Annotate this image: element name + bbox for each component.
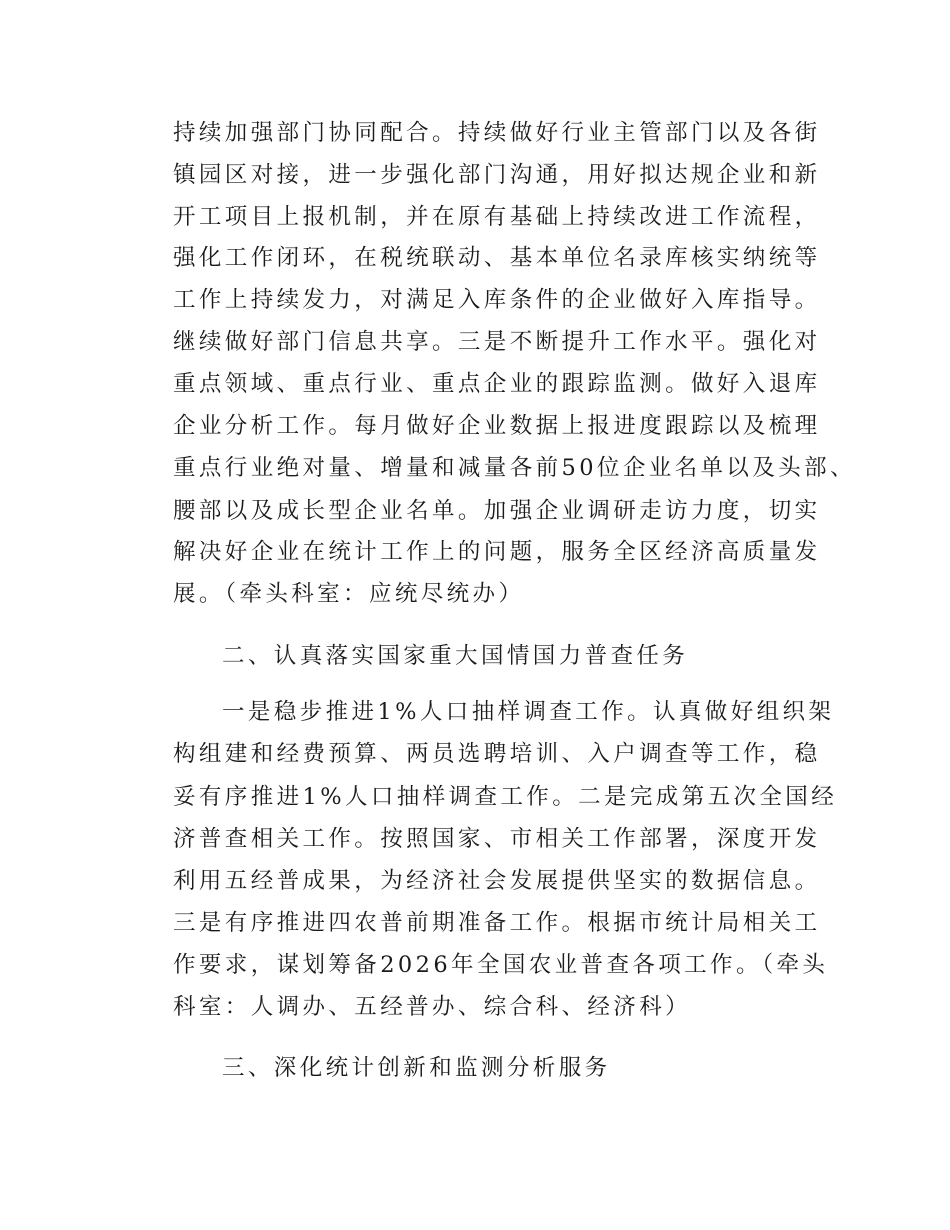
paragraph-line: 一是稳步推进1%人口抽样调查工作。认真做好组织架 [222,699,835,725]
paragraph-line: 济普查相关工作。按照国家、市相关工作部署，深度开发 [173,826,821,852]
paragraph-line: 利用五经普成果，为经济社会发展提供坚实的数据信息。 [173,868,821,894]
paragraph-line: 强化工作闭环，在税统联动、基本单位名录库核实纳统等 [173,245,821,271]
paragraph-line: 重点行业绝对量、增量和减量各前50位企业名单以及头部、 [173,455,856,481]
paragraph-line: 三是有序推进四农普前期准备工作。根据市统计局相关工 [173,910,821,936]
section-heading-2: 二、认真落实国家重大国情国力普查任务 [222,643,689,669]
paragraph-line: 持续加强部门协同配合。持续做好行业主管部门以及各街 [173,120,821,146]
paragraph-line: 展。（牵头科室：应统尽统办） [173,581,525,607]
paragraph-line: 继续做好部门信息共享。三是不断提升工作水平。强化对 [173,329,821,355]
paragraph-line: 构组建和经费预算、两员选聘培训、入户调查等工作，稳 [173,741,821,767]
paragraph-line: 开工项目上报机制，并在原有基础上持续改进工作流程， [173,204,821,230]
paragraph-line: 工作上持续发力，对满足入库条件的企业做好入库指导。 [173,287,821,313]
paragraph-line: 镇园区对接，进一步强化部门沟通，用好拟达规企业和新 [173,162,821,188]
paragraph-line: 企业分析工作。每月做好企业数据上报进度跟踪以及梳理 [173,413,821,439]
paragraph-line: 腰部以及成长型企业名单。加强企业调研走访力度，切实 [173,498,821,524]
paragraph-line: 妥有序推进1%人口抽样调查工作。二是完成第五次全国经 [173,784,838,810]
paragraph-line: 作要求，谋划筹备2026年全国农业普查各项工作。（牵头 [173,952,829,978]
paragraph-line: 解决好企业在统计工作上的问题，服务全区经济高质量发 [173,539,821,565]
paragraph-line: 科室：人调办、五经普办、综合科、经济科） [173,994,692,1020]
section-heading-3: 三、深化统计创新和监测分析服务 [222,1055,611,1081]
paragraph-line: 重点领域、重点行业、重点企业的跟踪监测。做好入退库 [173,371,821,397]
